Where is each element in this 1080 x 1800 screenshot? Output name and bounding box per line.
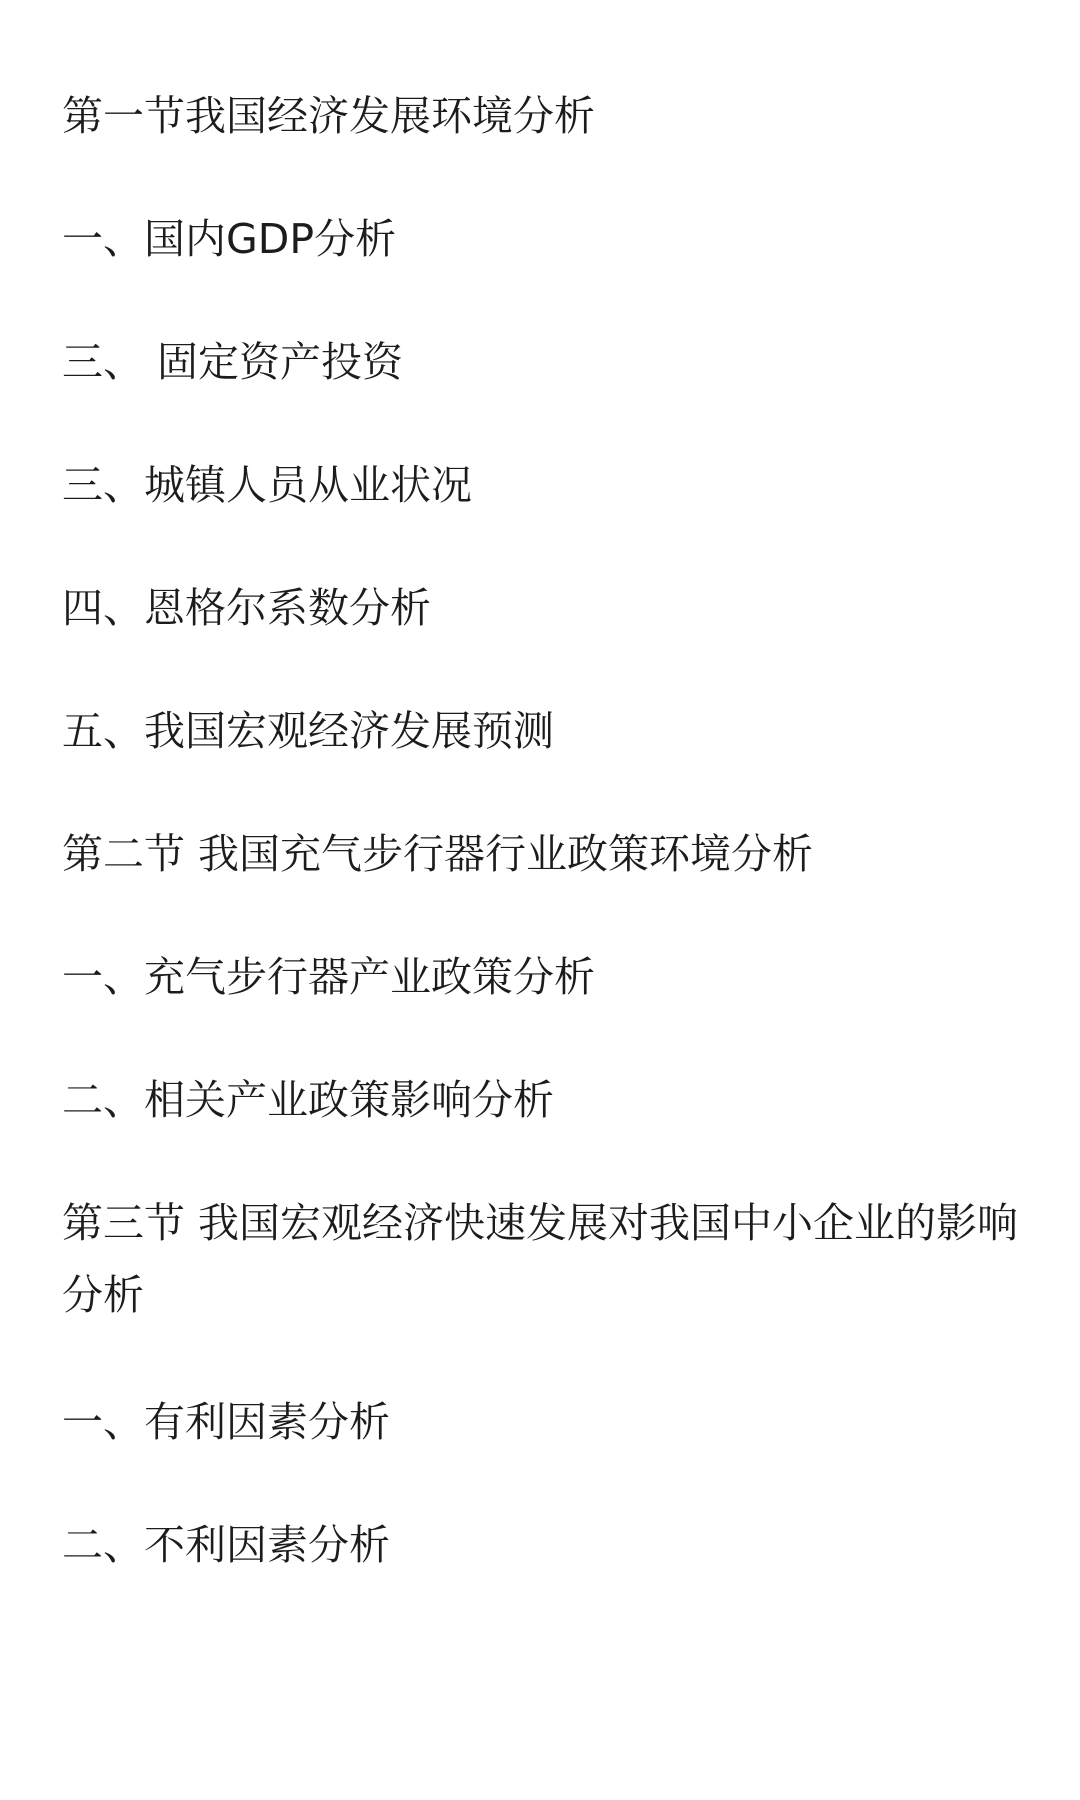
section-heading: 第二节 我国充气步行器行业政策环境分析 [62, 830, 814, 878]
list-item: 二、相关产业政策影响分析 [62, 1076, 554, 1124]
section-heading: 第一节我国经济发展环境分析 [62, 92, 595, 140]
list-item: 四、恩格尔系数分析 [62, 584, 431, 632]
list-item: 五、我国宏观经济发展预测 [62, 707, 554, 755]
list-item: 一、充气步行器产业政策分析 [62, 953, 595, 1001]
list-item: 三、城镇人员从业状况 [62, 461, 472, 509]
list-item: 二、不利因素分析 [62, 1521, 390, 1569]
list-item: 一、有利因素分析 [62, 1398, 390, 1446]
section-heading: 第三节 我国宏观经济快速发展对我国中小企业的影响分析 [62, 1199, 1019, 1319]
list-item: 三、 固定资产投资 [62, 338, 404, 386]
list-item: 一、国内GDP分析 [62, 215, 397, 263]
